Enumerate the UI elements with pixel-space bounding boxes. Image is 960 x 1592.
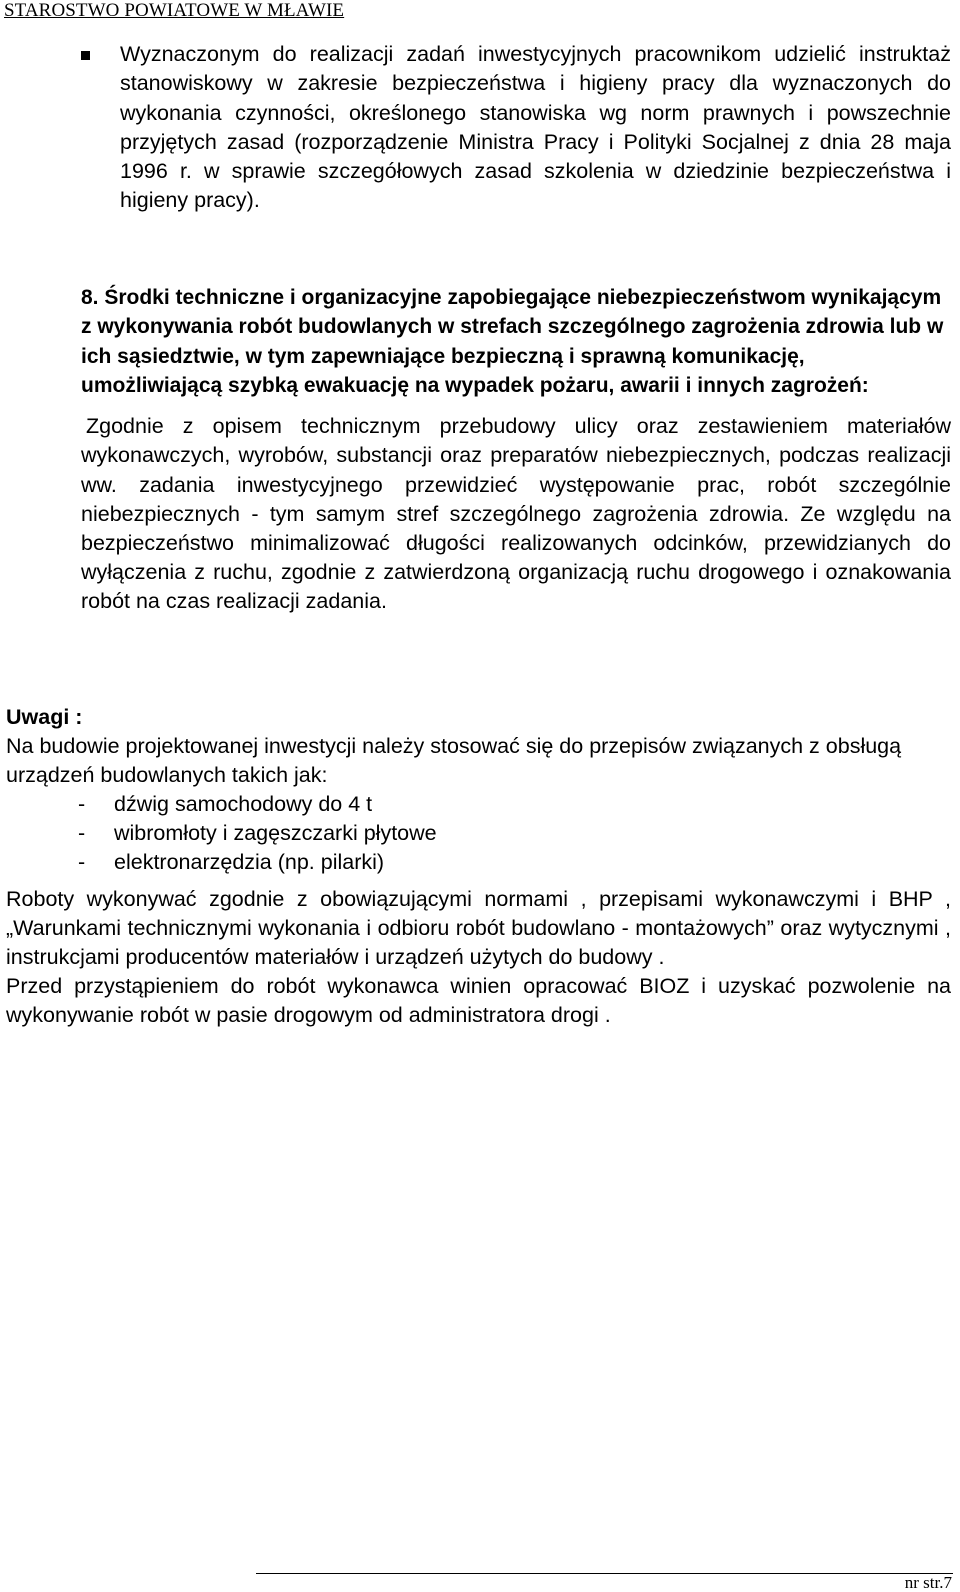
list-item	[78, 848, 951, 877]
robots-paragraph: Roboty wykonywać zgodnie z obowiązującymi normami , przepisami wykonawczymi i BHP , „Warunkami technicznymi wykonania i odbioru robót budowlano - montażowych” oraz wytycznymi , instrukcjami producentów materiałów i urządzeń użytych do budowy .	[6, 887, 951, 969]
list-item-label: elektronarzędzia (np. pilarki)	[114, 850, 385, 874]
section-body: Zgodnie z opisem technicznym przebudowy ulicy oraz zestawieniem materiałów wykonawczych, wyrobów, substancji oraz preparatów niebezpiecznych, podczas realizacji ww. zadania inwestycyjnego przewidzieć występowanie prac, robót szczególnie niebezpiecznych - tym samym stref szczególnego zagrożenia zdrowia. Ze względu na bezpieczeństwo minimalizować długości realizowanych odcinków, przewidzianych do wyłączenia z ruchu, zgodnie z zatwierdzoną organizacją ruchu drogowego i oznakowania robót na czas realizacji zadania.	[81, 414, 951, 614]
section-heading: 8. Środki techniczne i organizacyjne zapobiegające niebezpieczeństwom wynikającym z wykonywania robót budowlanych w strefach szczególnego zagrożenia zdrowia lub w ich sąsiedztwie, w tym zapewniające bezpieczną i sprawną komunikację, umożliwiającą szybką ewakuację na wypadek pożaru, awarii i innych zagrożeń:	[81, 286, 944, 397]
dash-bullet: -	[78, 850, 86, 874]
square-bullet-icon	[81, 51, 90, 60]
notes-section	[6, 703, 951, 1030]
list-item-label: dźwig samochodowy do 4 t	[114, 792, 373, 816]
page-header: STAROSTWO POWIATOWE W MŁAWIE	[4, 0, 345, 21]
dash-bullet: -	[78, 792, 86, 816]
bullet-text: Wyznaczonym do realizacji zadań inwestycyjnych pracownikom udzielić instruktaż stanowiskowy w zakresie bezpieczeństwa i higieny pracy dla wyznaczonych do wykonania czynności, określonego stanowiska wg norm prawnych i powszechnie przyjętych zasad (rozporządzenie Ministra Pracy i Polityki Socjalnej z dnia 28 maja 1996 r. w sprawie szczegółowych zasad szkolenia w dziedzinie bezpieczeństwa i higieny pracy).	[120, 42, 951, 213]
list-item	[78, 819, 951, 848]
list-item	[78, 790, 951, 819]
dash-bullet: -	[78, 821, 86, 845]
notes-intro: Na budowie projektowanej inwestycji należy stosować się do przepisów związanych z obsługą urządzeń budowlanych takich jak:	[6, 734, 902, 787]
section-8	[81, 283, 951, 617]
bioz-paragraph: Przed przystąpieniem do robót wykonawca winien opracować BIOZ i uzyskać pozwolenie na wykonywanie robót w pasie drogowym od administratora drogi .	[6, 974, 951, 1027]
page-number: nr str.7	[904, 1573, 952, 1592]
notes-title: Uwagi :	[6, 705, 83, 729]
list-item-label: wibromłoty i zagęszczarki płytowe	[114, 821, 437, 845]
footer-divider	[256, 1573, 953, 1574]
equipment-list	[6, 790, 951, 877]
